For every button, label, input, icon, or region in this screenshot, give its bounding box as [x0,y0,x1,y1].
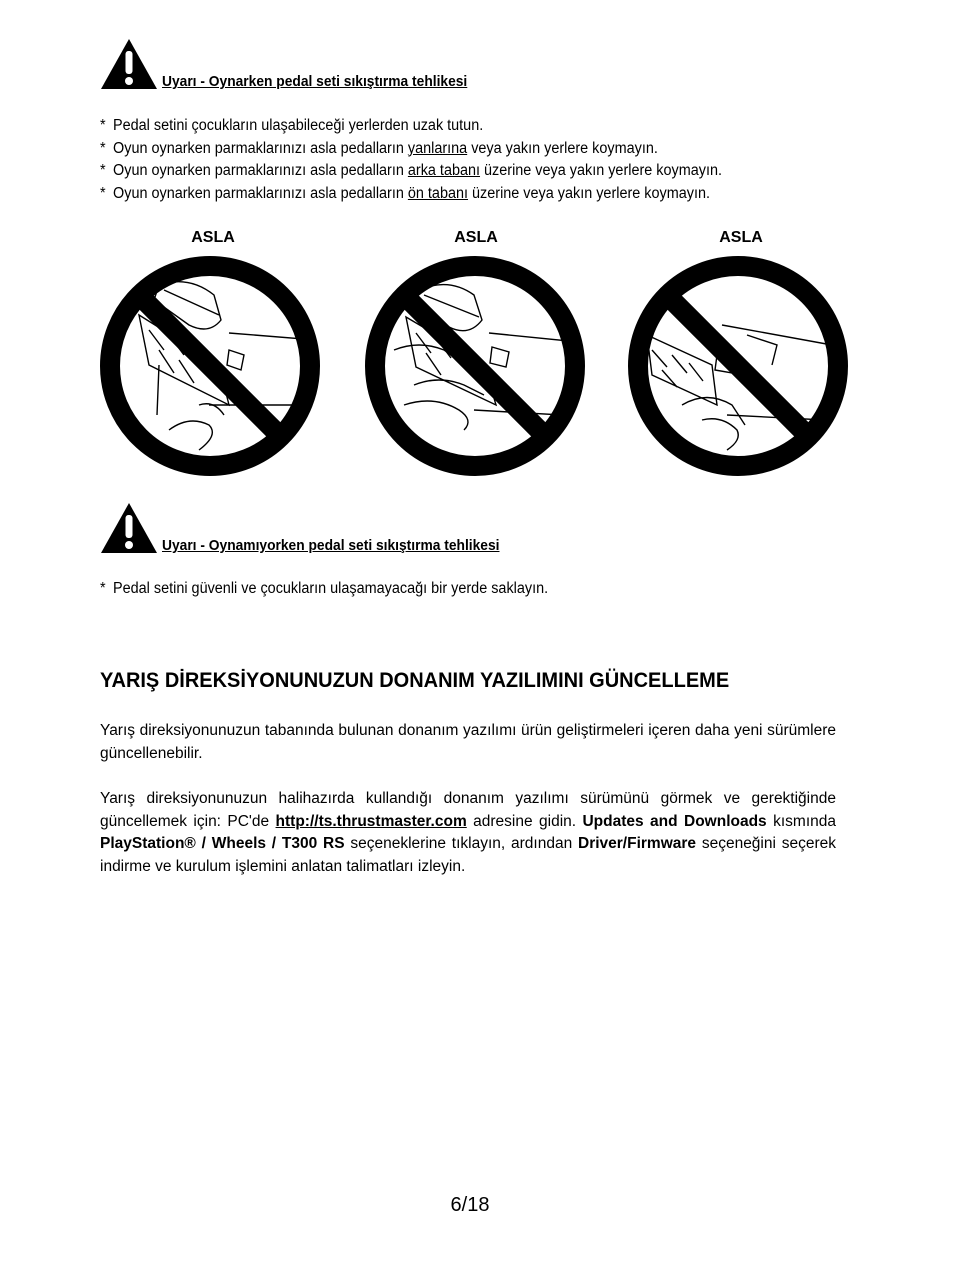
warning-header-playing [100,38,800,90]
section-heading: YARIŞ DİREKSİYONUNUZUN DONANIM YAZILIMINI GÜNCELLEME [100,668,730,692]
never-label-2: ASLA [454,229,498,246]
warning-title: Uyarı - Oynarken pedal seti sıkıştırma tehlikesi [162,73,468,90]
list-item: * Pedal setini güvenli ve çocukların ulaşamayacağı bir yerde saklayın. [100,578,548,601]
list-item: * Oyun oynarken parmaklarınızı asla pedalların arka tabanı üzerine veya yakın yerlere koymayın. [100,160,722,183]
warning-triangle-icon [100,502,158,554]
intro-paragraph: Yarış direksiyonunuzun tabanında bulunan donanım yazılımı ürün geliştirmeleri içeren daha yeni sürümlere güncellenebilir. [100,722,836,762]
website-link[interactable]: http://ts.thrustmaster.com [275,812,467,830]
warning-title: Uyarı - Oynamıyorken pedal seti sıkıştırma tehlikesi [162,537,500,554]
page-number: 6/18 [450,1194,490,1216]
prohibited-pedal-rear-illustration [364,255,586,477]
never-label-3: ASLA [719,229,763,246]
list-item: * Oyun oynarken parmaklarınızı asla pedalların ön tabanı üzerine veya yakın yerlere koymayın. [100,183,722,206]
list-item: * Pedal setini çocukların ulaşabileceği yerlerden uzak tutun. [100,115,722,138]
list-item: * Oyun oynarken parmaklarınızı asla pedalların yanlarına veya yakın yerlere koymayın. [100,138,722,161]
warning-list-playing [100,115,769,206]
prohibited-pedal-side-illustration [99,255,321,477]
warning-list-not-playing [100,578,582,601]
instructions-paragraph: Yarış direksiyonunuzun halihazırda kullandığı donanım yazılımı sürümünü görmek ve gerektiğinde güncellemek için: PC'de http://ts.thrustmaster.com adresine gidin. Updates and Downloads kısmında PlayStation® / Wheels / T300 RS seçeneklerine tıklayın, ardından Driver/Firmware seçeneğini seçerek indirme ve kurulum işlemini anlatan talimatları izleyin. [100,790,837,876]
warning-header-not-playing [100,502,800,554]
prohibited-pedal-front-illustration [627,255,849,477]
warning-triangle-icon [100,38,158,90]
never-label-1: ASLA [191,229,235,246]
